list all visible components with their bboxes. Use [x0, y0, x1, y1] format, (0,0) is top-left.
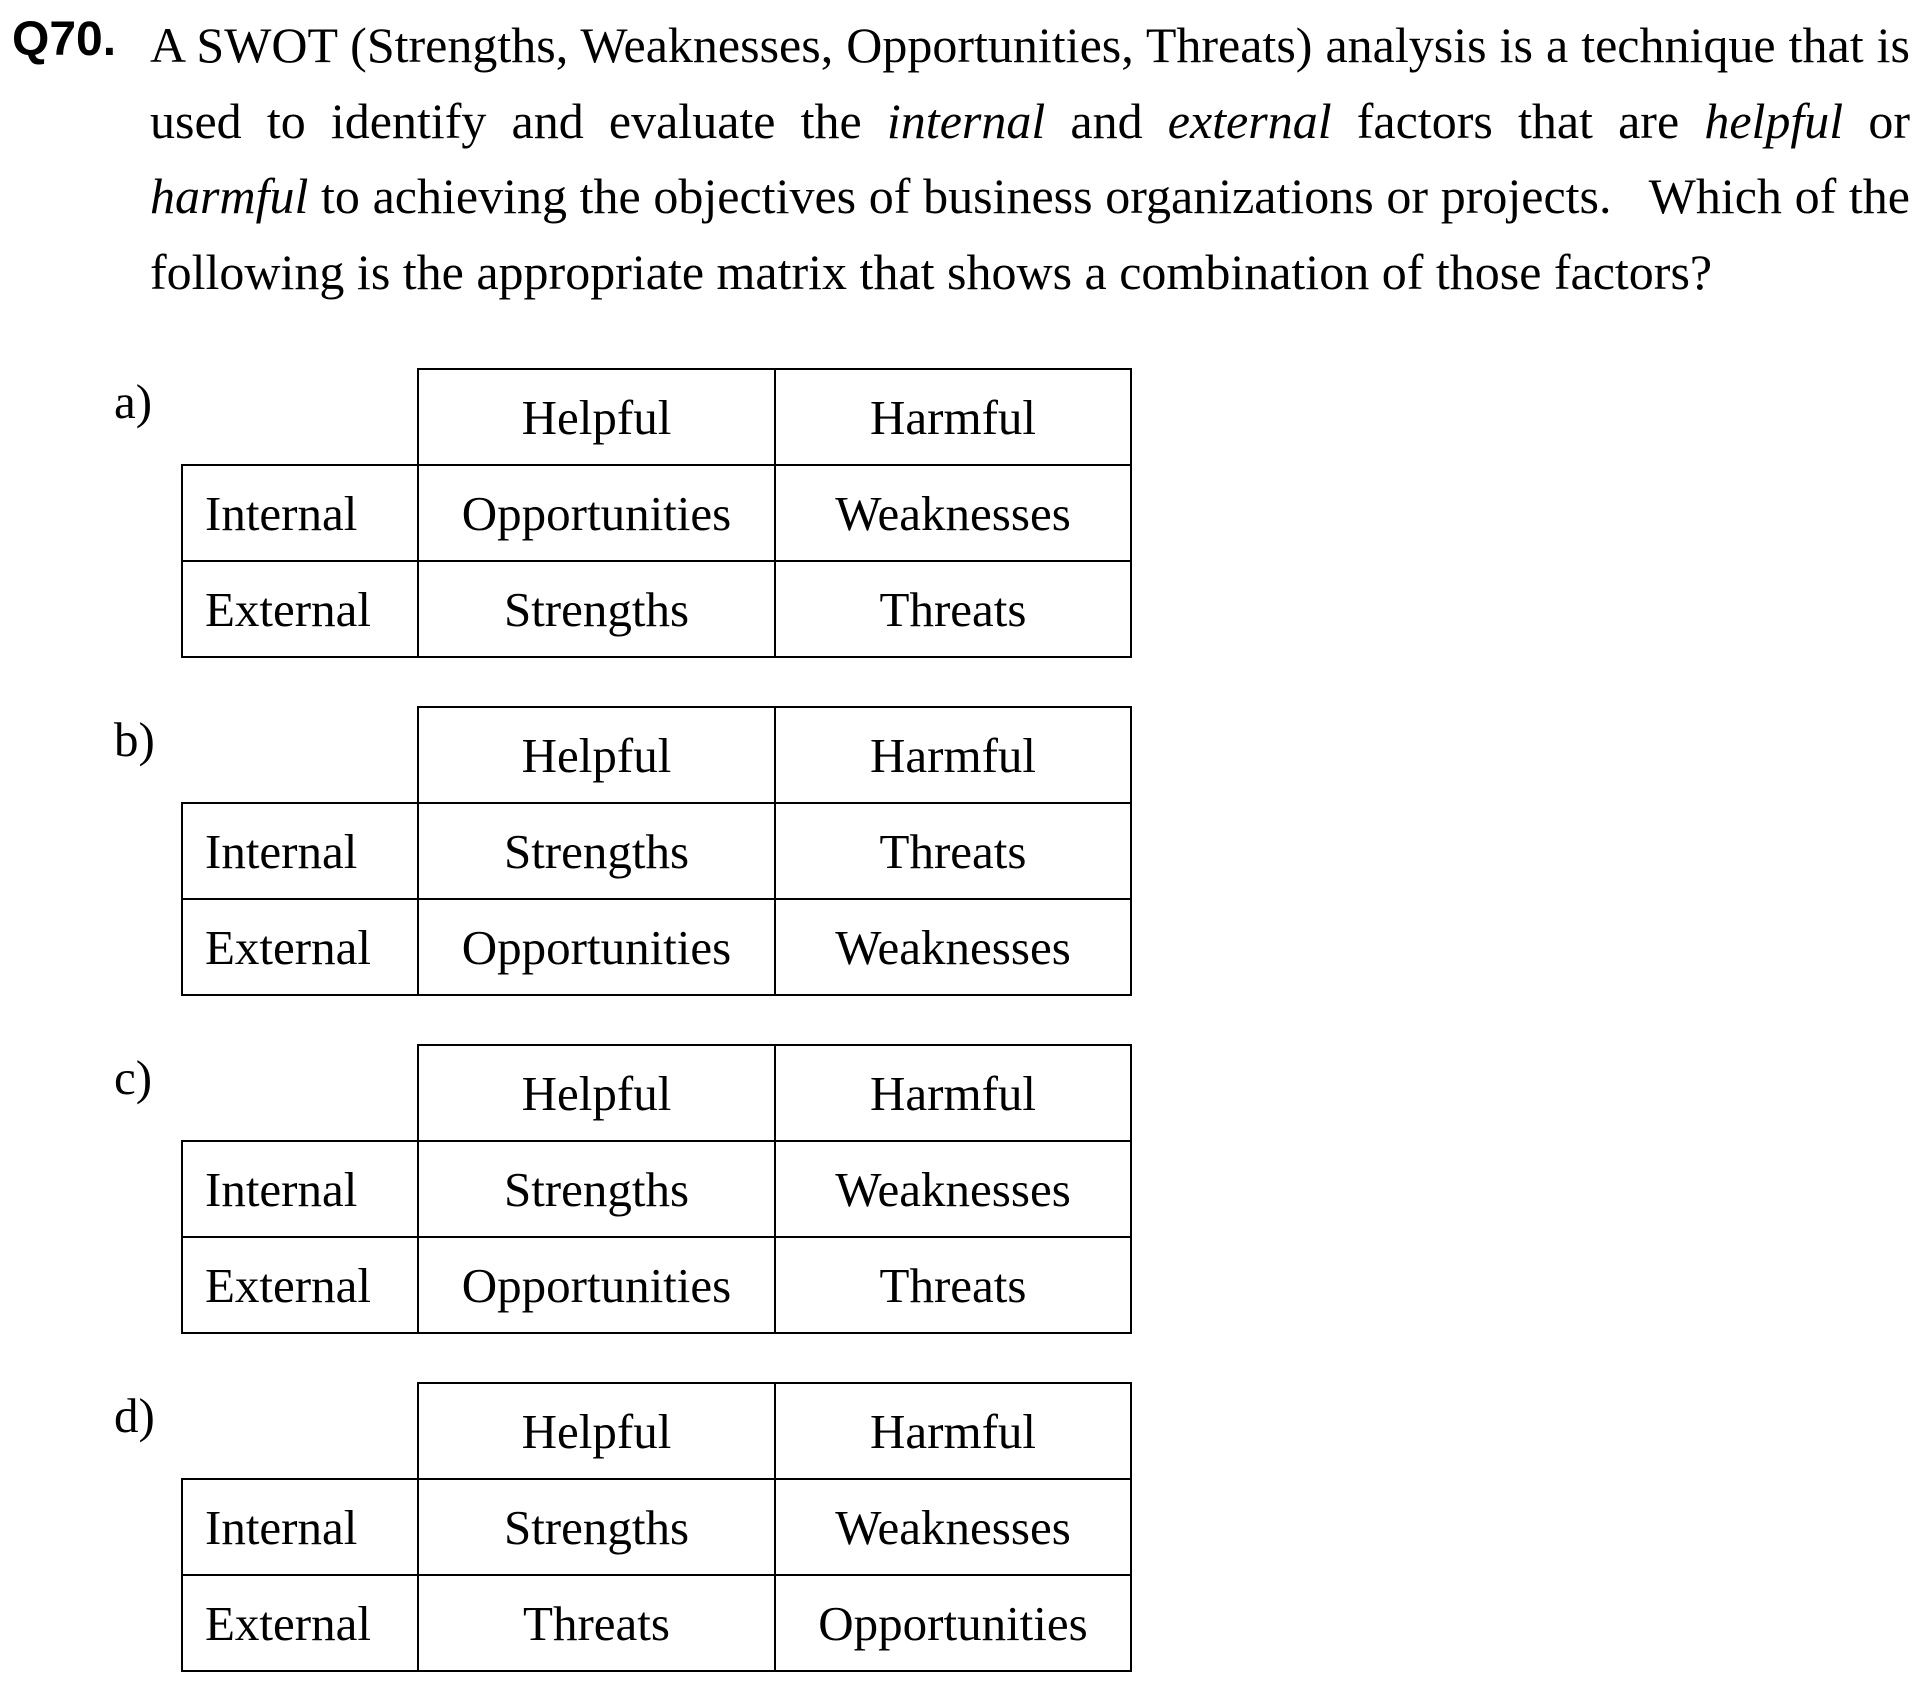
matrix-corner — [182, 369, 418, 465]
cell-internal-helpful: Strengths — [418, 1479, 775, 1575]
option-d-label[interactable]: d) — [114, 1388, 155, 1443]
matrix-corner — [182, 1045, 418, 1141]
row-label-internal: Internal — [182, 1479, 418, 1575]
matrix-corner — [182, 1383, 418, 1479]
header-helpful: Helpful — [418, 707, 775, 803]
cell-external-harmful: Threats — [775, 561, 1131, 657]
row-label-external: External — [182, 1237, 418, 1333]
header-harmful: Harmful — [775, 369, 1131, 465]
row-label-external: External — [182, 1575, 418, 1671]
row-label-internal: Internal — [182, 1141, 418, 1237]
question-text — [150, 8, 1910, 310]
option-b-label[interactable]: b) — [114, 712, 155, 767]
row-label-internal: Internal — [182, 803, 418, 899]
cell-external-helpful: Threats — [418, 1575, 775, 1671]
cell-external-helpful: Opportunities — [418, 899, 775, 995]
cell-internal-helpful: Strengths — [418, 803, 775, 899]
cell-external-harmful: Opportunities — [775, 1575, 1131, 1671]
question-text-part: factors that are — [1331, 92, 1705, 149]
emphasis-helpful: helpful — [1704, 92, 1844, 149]
option-d-matrix — [181, 1382, 1132, 1672]
question-text-part: A SWOT (Strengths, Weaknesses, Opportunities, Threats) analysis is a technique that is used to identify and evaluate the — [150, 17, 1910, 149]
cell-internal-harmful: Weaknesses — [775, 1479, 1131, 1575]
row-label-external: External — [182, 561, 418, 657]
option-a-matrix — [181, 368, 1132, 658]
header-helpful: Helpful — [418, 369, 775, 465]
question-number: Q70. — [12, 13, 117, 66]
matrix-corner — [182, 707, 418, 803]
cell-external-harmful: Weaknesses — [775, 899, 1131, 995]
row-label-external: External — [182, 899, 418, 995]
cell-internal-helpful: Strengths — [418, 1141, 775, 1237]
header-helpful: Helpful — [418, 1383, 775, 1479]
cell-internal-harmful: Threats — [775, 803, 1131, 899]
question-text-part: and — [1045, 92, 1168, 149]
row-label-internal: Internal — [182, 465, 418, 561]
question-text-part: or — [1843, 92, 1911, 149]
emphasis-external: external — [1167, 92, 1332, 149]
cell-external-helpful: Opportunities — [418, 1237, 775, 1333]
emphasis-harmful: harmful — [150, 168, 309, 224]
option-c-label[interactable]: c) — [114, 1050, 153, 1105]
cell-internal-helpful: Opportunities — [418, 465, 775, 561]
cell-internal-harmful: Weaknesses — [775, 1141, 1131, 1237]
question-text-part: to achieving the objectives of business organizations or projects. Which of the following is the appropriate matrix that shows a combination of those factors? — [150, 168, 1910, 300]
emphasis-internal: internal — [886, 92, 1046, 149]
option-a-label[interactable]: a) — [114, 374, 153, 429]
header-harmful: Harmful — [775, 707, 1131, 803]
option-c-matrix — [181, 1044, 1132, 1334]
option-b-matrix — [181, 706, 1132, 996]
cell-external-helpful: Strengths — [418, 561, 775, 657]
cell-external-harmful: Threats — [775, 1237, 1131, 1333]
header-helpful: Helpful — [418, 1045, 775, 1141]
header-harmful: Harmful — [775, 1045, 1131, 1141]
cell-internal-harmful: Weaknesses — [775, 465, 1131, 561]
header-harmful: Harmful — [775, 1383, 1131, 1479]
